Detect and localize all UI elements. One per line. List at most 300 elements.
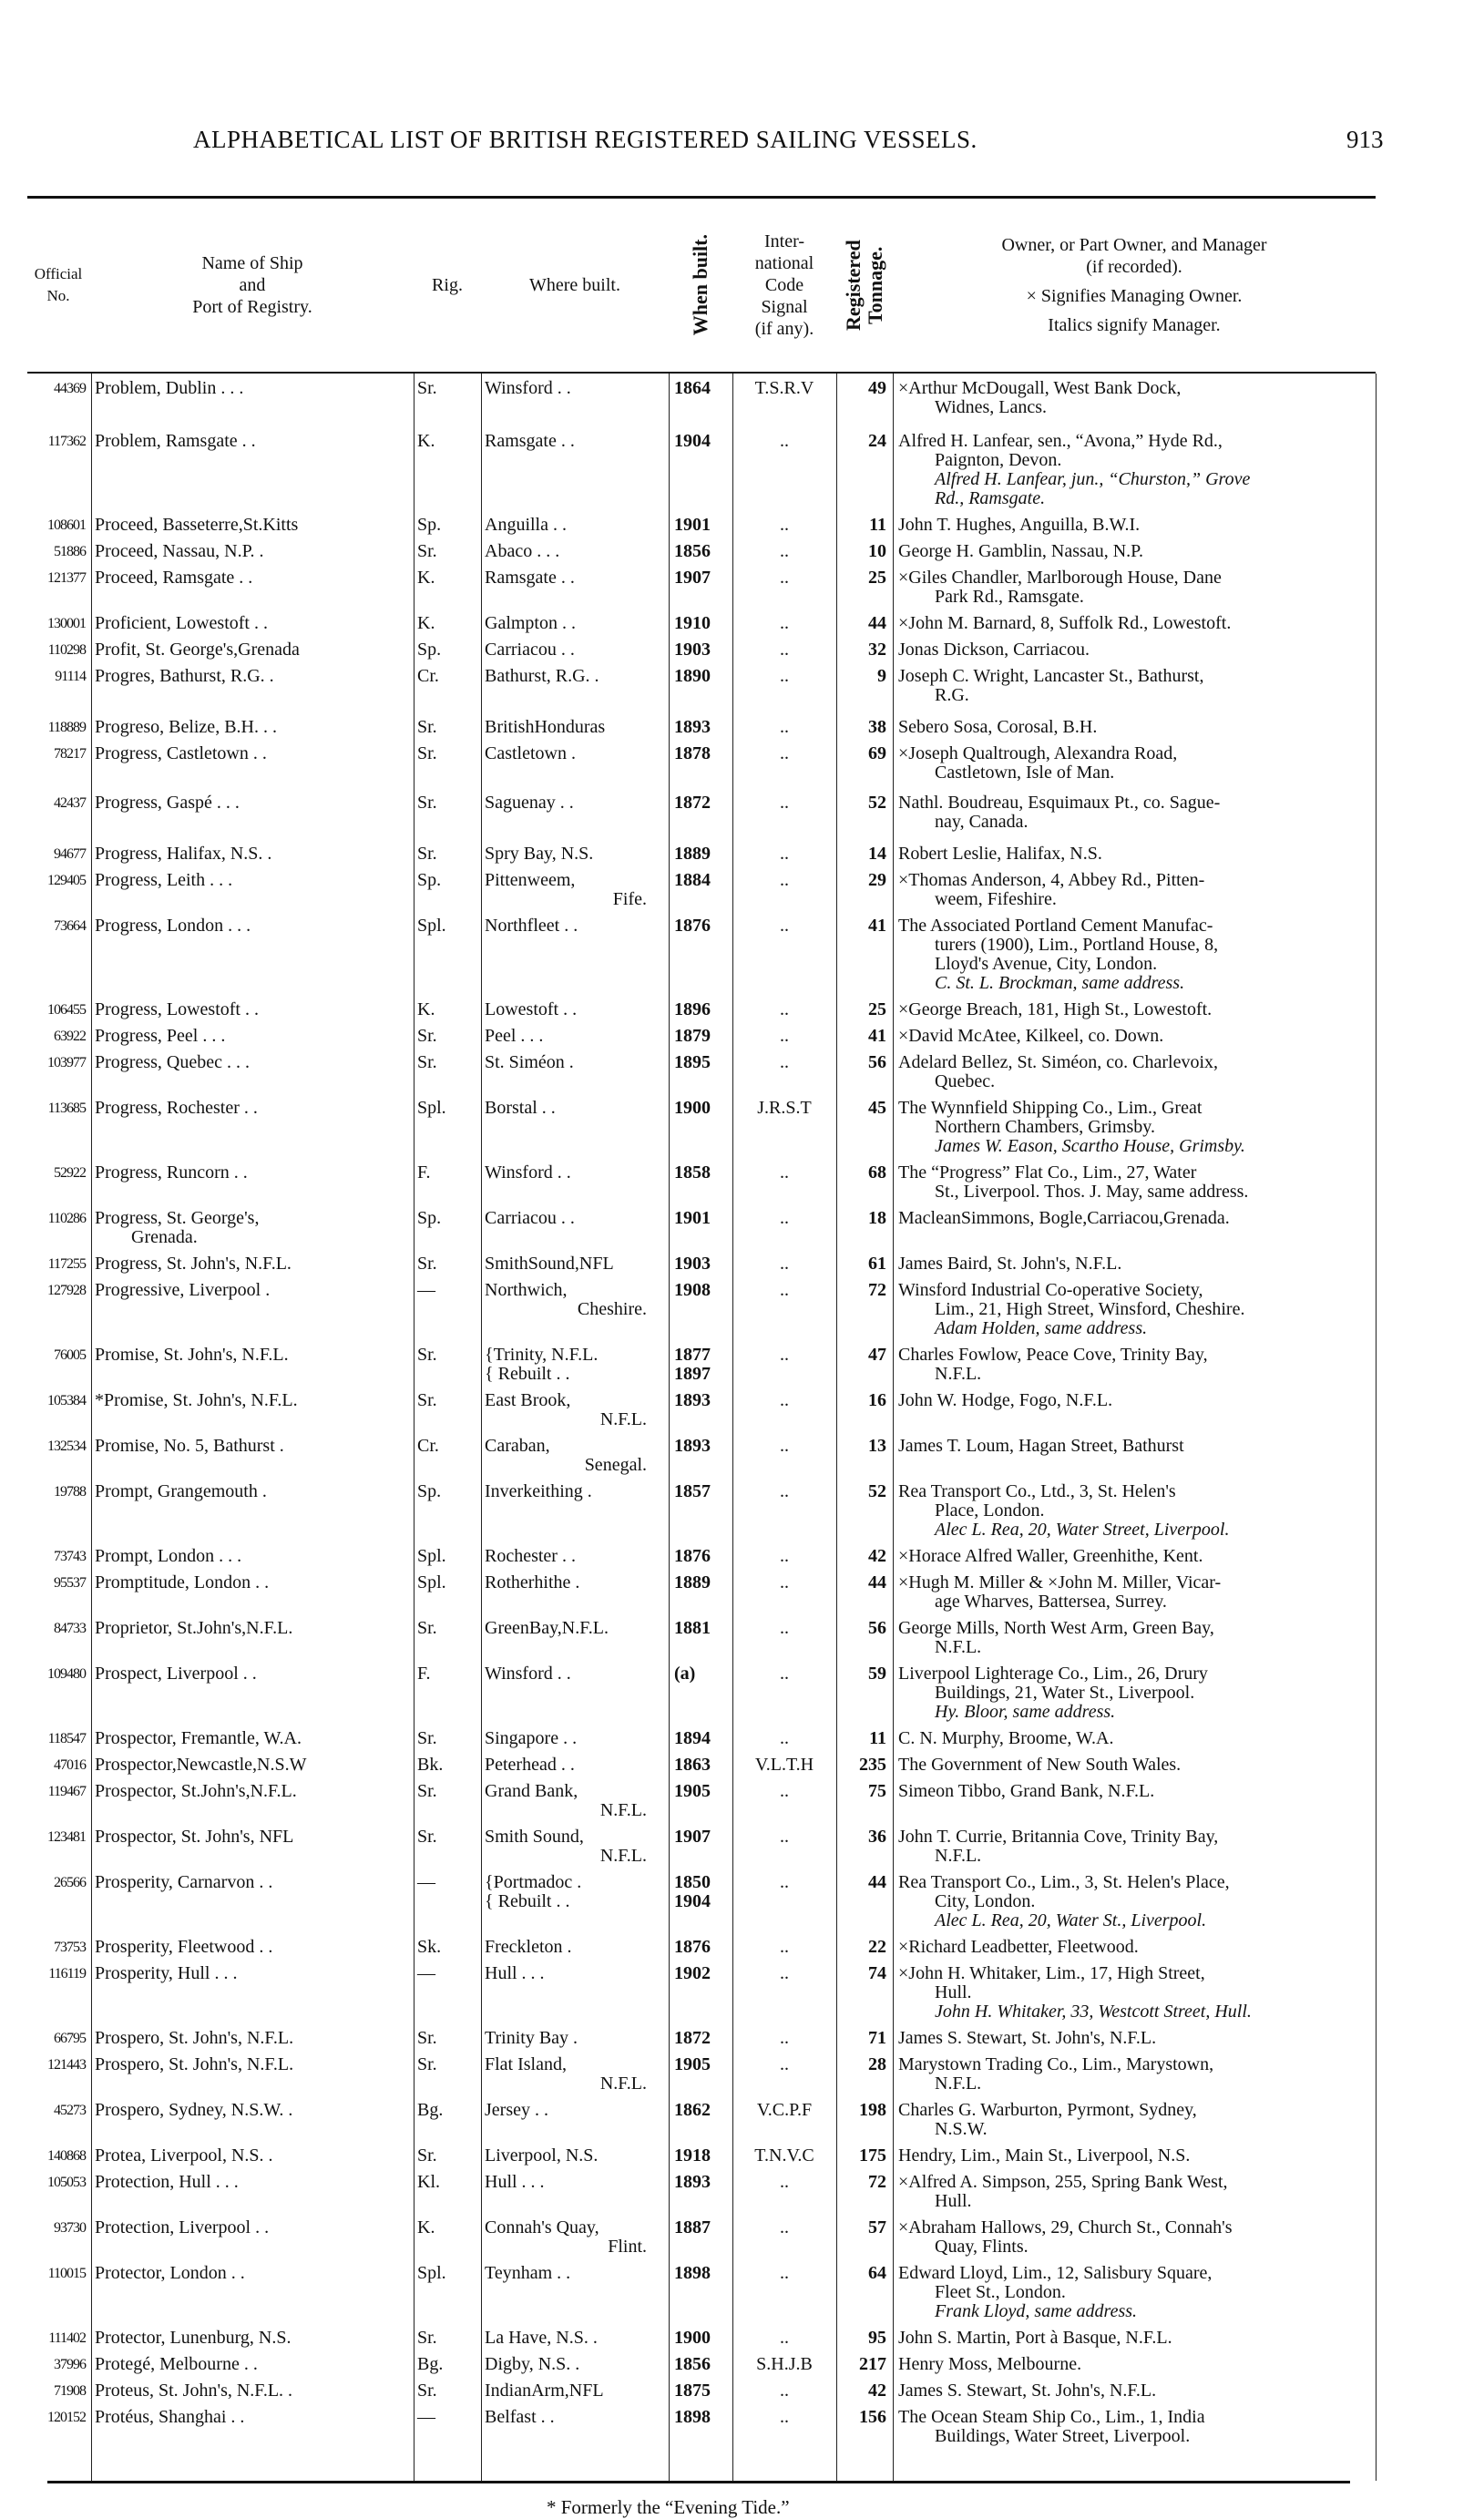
where-built (485, 1053, 665, 1072)
owner (898, 1254, 1370, 1274)
official-number: 119467 (47, 1784, 86, 1799)
ship-name-port (95, 916, 410, 936)
registered-tonnage: 52 (868, 1481, 886, 1501)
where-built (485, 1000, 665, 1019)
rig: Sr. (417, 541, 437, 561)
ship-name-port (95, 542, 410, 561)
where-built-line: Carriacou . . (485, 1208, 575, 1228)
owner-line: N.F.L. (935, 1637, 982, 1657)
where-built (485, 1027, 665, 1046)
where-built-line: Flat Island, (485, 2054, 567, 2074)
when-built (674, 744, 729, 763)
owner (898, 845, 1370, 864)
owner (898, 1782, 1370, 1801)
official-number: 140868 (47, 2148, 86, 2164)
owner-line: Edward Lloyd, Lim., 12, Salisbury Square, (898, 2263, 1213, 2283)
ship-name-line: Problem, Ramsgate . . (95, 431, 256, 451)
where-built-line: N.F.L. (599, 1800, 647, 1820)
rig: K. (417, 431, 435, 451)
where-built-line: Winsford . . (485, 1664, 571, 1684)
ship-name-port (95, 667, 410, 686)
table-row (27, 1437, 1376, 1482)
where-built-line: Digby, N.S. . (485, 2354, 580, 2374)
owner-line: James S. Stewart, St. John's, N.F.L. (898, 2381, 1157, 2401)
ship-name-line: Problem, Dublin . . . (95, 378, 244, 398)
ship-name-line: Prosperity, Carnarvon . . (95, 1872, 273, 1892)
registered-tonnage: 16 (868, 1390, 886, 1410)
owner-line: ×George Breach, 181, High St., Lowestoft. (898, 999, 1213, 1019)
owner (898, 871, 1370, 909)
owner (898, 2173, 1370, 2211)
signal-code: .. (780, 1546, 789, 1566)
table-row (27, 1482, 1376, 1547)
owner (898, 667, 1370, 705)
ship-name-port (95, 1000, 410, 1019)
official-number: 94677 (54, 846, 86, 862)
registered-tonnage: 28 (868, 2054, 886, 2074)
when-built (674, 1346, 729, 1384)
official-number: 93730 (54, 2220, 86, 2236)
owner-line: ×Thomas Anderson, 4, Abbey Rd., Pitten- (898, 870, 1205, 890)
where-built (485, 614, 665, 633)
when-built-year: 1862 (674, 2100, 711, 2120)
owner (898, 614, 1370, 633)
rig: Sr. (417, 2328, 437, 2348)
owner (898, 1756, 1370, 1775)
rig: K. (417, 2217, 435, 2237)
signal-code: .. (780, 1436, 789, 1456)
header-name-line: and (239, 275, 266, 295)
manager-line: Alfred H. Lanfear, jun., “Churston,” Grove (935, 469, 1251, 489)
owner-line: John S. Martin, Port à Basque, N.F.L. (898, 2328, 1172, 2348)
registered-tonnage: 44 (868, 1572, 886, 1592)
when-built-year: 1881 (674, 1618, 711, 1638)
signal-code: .. (780, 1345, 789, 1365)
table-row (27, 2329, 1376, 2355)
ship-name-port (95, 1756, 410, 1775)
owner (898, 1619, 1370, 1657)
rig: Sr. (417, 1781, 437, 1801)
when-built-year: 1904 (674, 1891, 711, 1911)
table-row (27, 916, 1376, 1000)
when-built-year: 1887 (674, 2217, 711, 2237)
rig: Sp. (417, 870, 442, 890)
table-row (27, 2173, 1376, 2218)
owner-line: Nathl. Boudreau, Esquimaux Pt., co. Sague- (898, 793, 1221, 813)
when-built-year: 1858 (674, 1162, 711, 1183)
when-built (674, 1163, 729, 1183)
signal-code: .. (780, 568, 789, 588)
owner (898, 1828, 1370, 1866)
when-built-year: 1900 (674, 1098, 711, 1118)
registered-tonnage: 22 (868, 1937, 886, 1957)
signal-code: .. (780, 916, 789, 936)
signal-code: .. (780, 1572, 789, 1592)
owner (898, 2101, 1370, 2139)
owner (898, 2218, 1370, 2257)
ship-name-line: Protector, London . . (95, 2263, 245, 2283)
when-built (674, 2329, 729, 2348)
where-built-line: N.F.L. (599, 2074, 647, 2094)
signal-code: V.C.P.F (756, 2100, 813, 2120)
where-built-line: Winsford . . (485, 1162, 571, 1183)
official-number: 110298 (47, 642, 86, 658)
where-built (485, 845, 665, 864)
ship-name-line: Progress, Leith . . . (95, 870, 233, 890)
registered-tonnage: 47 (868, 1345, 886, 1365)
where-built-line: { Rebuilt . . (485, 1364, 570, 1384)
owner (898, 744, 1370, 783)
table-row (27, 1547, 1376, 1573)
owner (898, 2264, 1370, 2321)
where-built (485, 794, 665, 813)
ship-name-port (95, 1346, 410, 1365)
ship-name-line: Prospero, St. John's, N.F.L. (95, 2054, 294, 2074)
when-built-year: 1893 (674, 1436, 711, 1456)
ship-name-line: Progress, Castletown . . (95, 743, 267, 763)
where-built-line: Rotherhithe . (485, 1572, 580, 1592)
official-number: 116119 (48, 1966, 86, 1981)
ship-name-line: Prompt, London . . . (95, 1546, 242, 1566)
table-row (27, 2029, 1376, 2055)
where-built-line: N.F.L. (599, 1846, 647, 1866)
where-built-line: Flint. (608, 2237, 647, 2257)
where-built (485, 1437, 665, 1475)
owner-line: R.G. (935, 685, 969, 705)
when-built-year: 1910 (674, 613, 711, 633)
table-row (27, 1828, 1376, 1873)
when-built (674, 1938, 729, 1957)
ship-name-line: Proceed, Basseterre,St.Kitts (95, 515, 299, 535)
ship-name-port (95, 1964, 410, 1983)
when-built (674, 1391, 729, 1410)
signal-code: .. (780, 1728, 789, 1748)
owner-line: Winsford Industrial Co-operative Society, (898, 1280, 1203, 1300)
where-built-line: La Have, N.S. . (485, 2328, 598, 2348)
registered-tonnage: 71 (868, 2028, 886, 2048)
where-built-line: Winsford . . (485, 378, 571, 398)
registered-tonnage: 217 (859, 2354, 886, 2374)
official-number: 120152 (47, 2410, 86, 2425)
registered-tonnage: 41 (868, 916, 886, 936)
when-built-year: 1903 (674, 640, 711, 660)
header-signal-line: national (754, 253, 814, 273)
where-built-line: BritishHonduras (485, 717, 606, 737)
owner (898, 1391, 1370, 1410)
when-built (674, 1756, 729, 1775)
registered-tonnage: 69 (868, 743, 886, 763)
when-built-year: 1872 (674, 2028, 711, 2048)
rig: — (417, 1963, 435, 1983)
ship-name-line: Proteus, St. John's, N.F.L. . (95, 2381, 293, 2401)
manager-line: Alec L. Rea, 20, Water Street, Liverpool. (935, 1520, 1230, 1540)
rig: Sr. (417, 2054, 437, 2074)
where-built-line: Teynham . . (485, 2263, 571, 2283)
official-number: 73753 (54, 1940, 86, 1955)
header-official-no: Official No. (34, 265, 83, 304)
when-built (674, 1254, 729, 1274)
owner-line: George H. Gamblin, Nassau, N.P. (898, 541, 1144, 561)
official-number: 106455 (47, 1002, 86, 1018)
manager-line: Hy. Bloor, same address. (935, 1702, 1116, 1722)
owner (898, 1938, 1370, 1957)
where-built-line: Grand Bank, (485, 1781, 578, 1801)
rig: Sr. (417, 1618, 437, 1638)
owner-line: Paignton, Devon. (935, 450, 1062, 470)
where-built-line: {Trinity, N.F.L. (485, 1345, 599, 1365)
ship-name-port (95, 794, 410, 813)
ship-name-port (95, 2055, 410, 2074)
owner-line: Liverpool Lighterage Co., Lim., 26, Drury (898, 1664, 1208, 1684)
when-built-year: 1876 (674, 916, 711, 936)
signal-code: .. (780, 1781, 789, 1801)
when-built (674, 1209, 729, 1228)
signal-code: .. (780, 999, 789, 1019)
owner (898, 2381, 1370, 2401)
owner-line: Quebec. (935, 1071, 996, 1091)
ship-name-line: Progres, Bathurst, R.G. . (95, 666, 274, 686)
ship-name-port (95, 2329, 410, 2348)
table-body (27, 374, 1376, 2481)
owner (898, 379, 1370, 417)
owner-line: Charles Fowlow, Peace Cove, Trinity Bay, (898, 1345, 1208, 1365)
owner-line: ×Alfred A. Simpson, 255, Spring Bank West, (898, 2172, 1228, 2192)
signal-code: .. (780, 640, 789, 660)
registered-tonnage: 52 (868, 793, 886, 813)
signal-code: .. (780, 541, 789, 561)
header-name-port (91, 199, 414, 372)
owner (898, 916, 1370, 993)
when-built-year: 1884 (674, 870, 711, 890)
table-row (27, 794, 1376, 845)
when-built (674, 379, 729, 398)
where-built-line: Hull . . . (485, 1963, 545, 1983)
owner-line: James Baird, St. John's, N.F.L. (898, 1254, 1122, 1274)
rig: Sr. (417, 2028, 437, 2048)
owner-line: Widnes, Lancs. (935, 397, 1048, 417)
ship-name-port (95, 2264, 410, 2283)
ship-name-line: Grenada. (131, 1227, 198, 1247)
where-built (485, 2408, 665, 2427)
when-built-year: 1907 (674, 1827, 711, 1847)
registered-tonnage: 9 (877, 666, 886, 686)
where-built-line: Galmpton . . (485, 613, 576, 633)
where-built-line: Lowestoft . . (485, 999, 578, 1019)
registered-tonnage: 56 (868, 1052, 886, 1072)
rig: Sr. (417, 844, 437, 864)
where-built-line: Pittenweem, (485, 870, 576, 890)
official-number: 26566 (54, 1875, 86, 1890)
ship-name-port (95, 1828, 410, 1847)
table-row (27, 614, 1376, 640)
registered-tonnage: 95 (868, 2328, 886, 2348)
when-built (674, 1729, 729, 1748)
when-built (674, 1547, 729, 1566)
rig: Sr. (417, 1026, 437, 1046)
registered-tonnage: 74 (868, 1963, 886, 1983)
official-number: 132534 (47, 1439, 86, 1454)
official-number: 111402 (48, 2330, 86, 2346)
rig: Sr. (417, 1254, 437, 1274)
registered-tonnage: 68 (868, 1162, 886, 1183)
rig: Sr. (417, 793, 437, 813)
when-built (674, 718, 729, 737)
where-built-line: Cheshire. (577, 1299, 647, 1319)
table-row (27, 1756, 1376, 1782)
owner-line: turers (1900), Lim., Portland House, 8, (935, 935, 1219, 955)
table-row (27, 1053, 1376, 1099)
table-row (27, 1782, 1376, 1828)
owner (898, 1482, 1370, 1540)
rig: Sr. (417, 1390, 437, 1410)
signal-code: .. (780, 793, 789, 813)
owner-line: Rea Transport Co., Lim., 3, St. Helen's Place, (898, 1872, 1230, 1892)
owner-line: Lloyd's Avenue, City, London. (935, 954, 1158, 974)
when-built-year: (a) (674, 1664, 696, 1684)
ship-name-line: Proceed, Nassau, N.P. . (95, 541, 264, 561)
table-row (27, 1391, 1376, 1437)
table-row (27, 718, 1376, 744)
when-built-year: 1889 (674, 1572, 711, 1592)
ship-name-port (95, 2029, 410, 2048)
when-built-year: 1894 (674, 1728, 711, 1748)
registered-tonnage: 44 (868, 613, 886, 633)
ship-name-port (95, 1873, 410, 1892)
rig: Cr. (417, 1436, 439, 1456)
when-built-year: 1856 (674, 2354, 711, 2374)
owner-line: ×Arthur McDougall, West Bank Dock, (898, 378, 1182, 398)
where-built-line: { Rebuilt . . (485, 1891, 570, 1911)
ship-name-port (95, 1281, 410, 1300)
header-when-built (669, 199, 732, 372)
table-row (27, 516, 1376, 542)
ship-name-port (95, 1482, 410, 1501)
table-row (27, 2101, 1376, 2146)
ship-name-line: Progreso, Belize, B.H. . . (95, 717, 277, 737)
rig: K. (417, 613, 435, 633)
footnote: * Formerly the “Evening Tide.” (547, 2496, 790, 2518)
owner-line: N.S.W. (935, 2119, 988, 2139)
where-built-line: {Portmadoc . (485, 1872, 582, 1892)
when-built (674, 2381, 729, 2401)
owner (898, 1873, 1370, 1930)
where-built (485, 2029, 665, 2048)
ship-name-port (95, 871, 410, 890)
owner (898, 2408, 1370, 2446)
when-built (674, 1027, 729, 1046)
ship-name-port (95, 568, 410, 588)
when-built-year: 1905 (674, 1781, 711, 1801)
when-built-year: 1872 (674, 793, 711, 813)
owner-line: N.F.L. (935, 1846, 982, 1866)
official-number: 113685 (47, 1101, 86, 1116)
where-built (485, 1938, 665, 1957)
official-number: 105053 (47, 2175, 86, 2190)
header-name-line: Port of Registry. (192, 297, 312, 317)
rig: Sp. (417, 1208, 442, 1228)
registered-tonnage: 38 (868, 717, 886, 737)
registered-tonnage: 59 (868, 1664, 886, 1684)
ship-name-line: Progress, Gaspé . . . (95, 793, 240, 813)
ship-name-line: Prospector, Fremantle, W.A. (95, 1728, 302, 1748)
registered-tonnage: 25 (868, 568, 886, 588)
where-built (485, 1664, 665, 1684)
registered-tonnage: 72 (868, 2172, 886, 2192)
table-row (27, 432, 1376, 516)
when-built (674, 1482, 729, 1501)
ship-name-line: Prosperity, Hull . . . (95, 1963, 238, 1983)
header-signal-line: (if any). (754, 319, 814, 339)
owner-line: The Wynnfield Shipping Co., Lim., Great (898, 1098, 1203, 1118)
owner-line: ×Horace Alfred Waller, Greenhithe, Kent. (898, 1546, 1203, 1566)
owner (898, 1281, 1370, 1338)
when-built (674, 1619, 729, 1638)
official-number: 84733 (54, 1621, 86, 1636)
when-built-year: 1876 (674, 1937, 711, 1957)
ship-name-port (95, 640, 410, 660)
when-built (674, 1281, 729, 1300)
owner-line: weem, Fifeshire. (935, 889, 1057, 909)
owner-line: Buildings, Water Street, Liverpool. (935, 2426, 1191, 2446)
table-row (27, 2381, 1376, 2408)
manager-line: Rd., Ramsgate. (935, 488, 1046, 508)
registered-tonnage: 36 (868, 1827, 886, 1847)
official-number: 37996 (54, 2357, 86, 2372)
ship-name-line: Promptitude, London . . (95, 1572, 270, 1592)
official-number: 52922 (54, 1165, 86, 1181)
owner (898, 1000, 1370, 1019)
when-built (674, 542, 729, 561)
header-owner-line: (if recorded). (1086, 257, 1182, 277)
owner-line: nay, Canada. (935, 812, 1029, 832)
header-signal-line: Code (764, 275, 804, 295)
when-built (674, 432, 729, 451)
when-built (674, 2355, 729, 2374)
when-built-year: 1889 (674, 844, 711, 864)
ship-name-line: Protea, Liverpool, N.S. . (95, 2145, 273, 2166)
owner (898, 1163, 1370, 1202)
owner (898, 568, 1370, 607)
when-built-year: 1876 (674, 1546, 711, 1566)
where-built-line: Connah's Quay, (485, 2217, 599, 2237)
ship-name-port (95, 1163, 410, 1183)
where-built (485, 542, 665, 561)
registered-tonnage: 235 (859, 1755, 886, 1775)
when-built-year: 1893 (674, 1390, 711, 1410)
manager-line: Alec L. Rea, 20, Water St., Liverpool. (935, 1910, 1207, 1930)
header-name-line: Name of Ship (201, 253, 303, 273)
official-number: 121443 (47, 2057, 86, 2073)
registered-tonnage: 72 (868, 1280, 886, 1300)
when-built (674, 1053, 729, 1072)
table-row (27, 1619, 1376, 1664)
official-number: 95537 (54, 1575, 86, 1591)
rig: Bg. (417, 2100, 444, 2120)
where-built-line: Northwich, (485, 1280, 568, 1300)
where-built (485, 2146, 665, 2166)
owner (898, 516, 1370, 535)
table-row (27, 568, 1376, 614)
where-built-line: Carriacou . . (485, 640, 575, 660)
table-row (27, 1938, 1376, 1964)
where-built (485, 1729, 665, 1748)
signal-code: .. (780, 515, 789, 535)
owner-line: ×Richard Leadbetter, Fleetwood. (898, 1937, 1139, 1957)
table-row (27, 2146, 1376, 2173)
signal-code: .. (780, 1254, 789, 1274)
when-built-year: 1896 (674, 999, 711, 1019)
signal-code: .. (780, 2054, 789, 2074)
